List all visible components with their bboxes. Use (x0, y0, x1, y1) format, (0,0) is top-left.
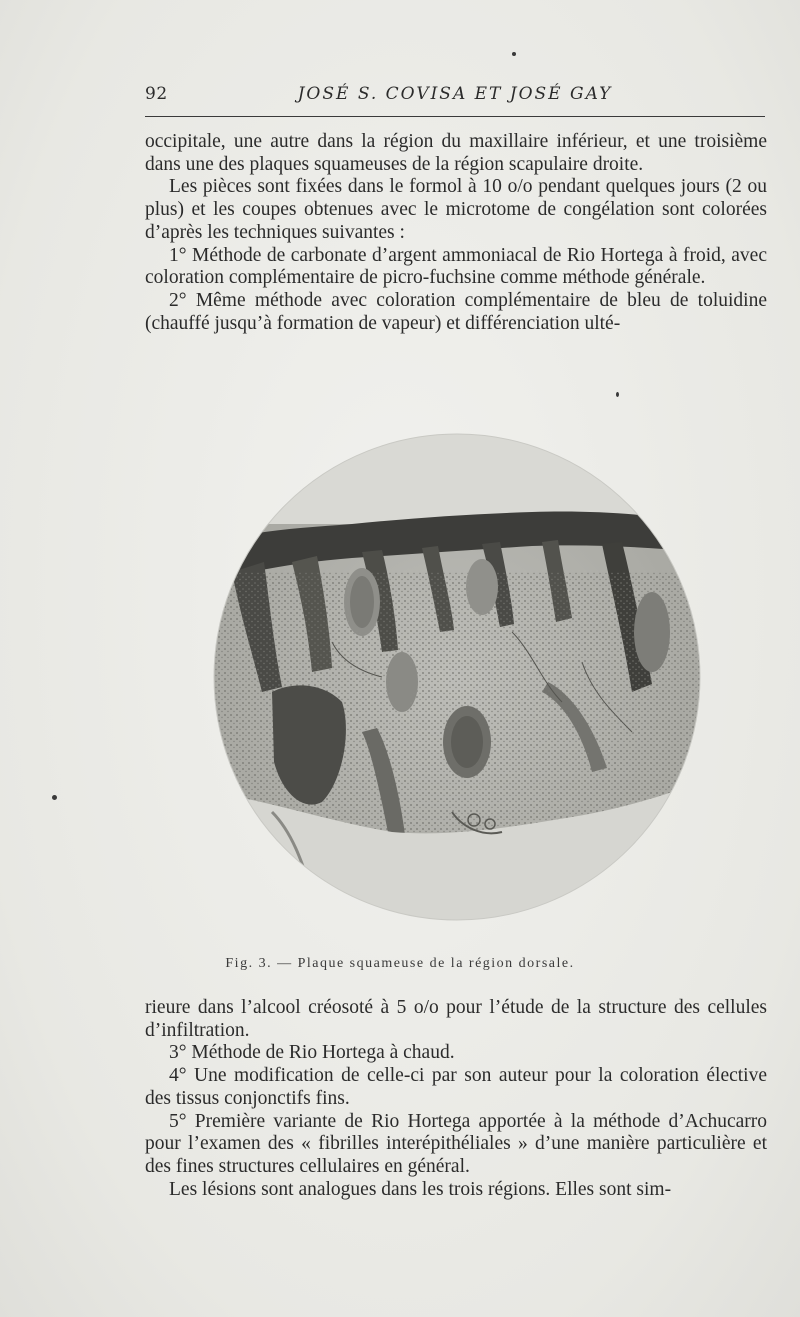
paragraph: rieure dans l’alcool créosoté à 5 o/o pour l’étude de la structure des cellules d’infiltration. (145, 997, 767, 1041)
paragraph: occipitale, une autre dans la région du maxillaire inférieur, et une troisième dans une des plaques squameuses de la région scapulaire droite. (145, 131, 767, 175)
paragraph: 3° Méthode de Rio Hortega à chaud. (169, 1042, 455, 1064)
page-number: 92 (145, 84, 168, 104)
paragraph: Les pièces sont fixées dans le formol à 10 o/o pendant quelques jours (2 ou plus) et les coupes obtenues avec le microtome de congélation sont colorées d’après les techniques suivantes : (145, 176, 767, 243)
skin-section-micrograph (212, 432, 702, 922)
figure-caption: Fig. 3. — Plaque squameuse de la région dorsale. (225, 956, 575, 971)
ink-speck (616, 392, 619, 397)
header-rule (145, 116, 765, 117)
page-header (145, 84, 765, 110)
ink-speck (52, 795, 57, 800)
body-text-bottom (145, 997, 767, 1201)
paragraph: 1° Méthode de carbonate d’argent ammoniacal de Rio Hortega à froid, avec coloration complémentaire de picro-fuchsine comme méthode générale. (145, 244, 767, 289)
paragraph: 2° Même méthode avec coloration complémentaire de bleu de toluidine (chauffé jusqu’à formation de vapeur) et différenciation ulté- (145, 289, 767, 334)
running-title: JOSÉ S. COVISA ET JOSÉ GAY (297, 84, 613, 104)
paragraph: Les lésions sont analogues dans les trois régions. Elles sont sim- (169, 1178, 672, 1200)
paragraph: 5° Première variante de Rio Hortega apportée à la méthode d’Achucarro pour l’examen des « fibrilles interépithéliales » d’une manière particulière et des fines structures cellulaires en général. (145, 1110, 767, 1177)
micrograph-figure (212, 432, 702, 922)
paragraph: 4° Une modification de celle-ci par son auteur pour la coloration élective des tissus conjonctifs fins. (145, 1065, 767, 1109)
body-text-top (145, 131, 767, 335)
ink-speck (512, 52, 516, 56)
